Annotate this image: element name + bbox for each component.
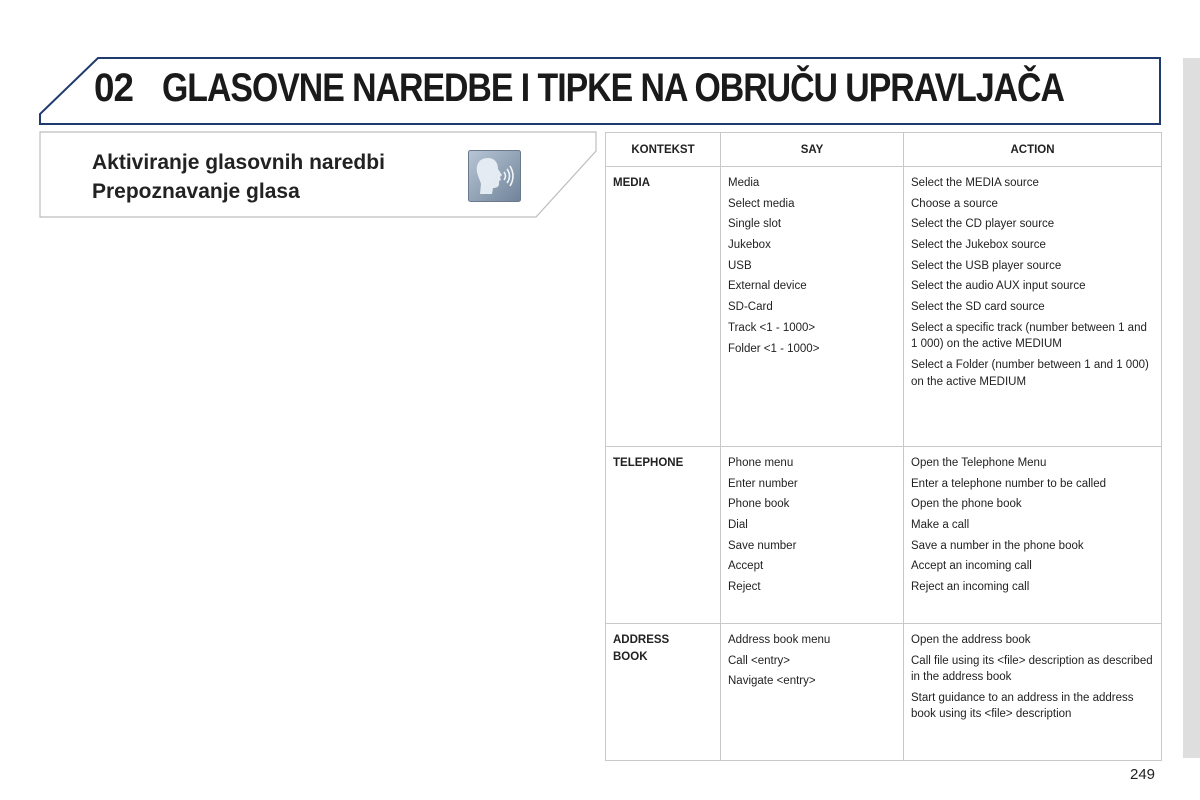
say-item: External device [728, 280, 807, 293]
table-header-row [606, 133, 1162, 167]
say-item: Call <entry> [728, 654, 791, 667]
header-action: ACTION [904, 133, 1162, 167]
action-item: Start guidance to an address in the address book using its <file> description [911, 691, 1134, 721]
table-row-telephone [606, 447, 1162, 624]
say-cell [721, 167, 904, 447]
action-item: Save a number in the phone book [911, 539, 1084, 552]
say-item: Navigate <entry> [728, 675, 816, 688]
say-item: Phone menu [728, 457, 794, 469]
page-number: 249 [1130, 766, 1156, 783]
say-item: Media [728, 177, 760, 189]
say-item: Address book menu [728, 634, 831, 646]
say-item: USB [728, 259, 752, 272]
action-item: Select the SD card source [911, 301, 1045, 314]
action-item: Select the Jukebox source [911, 239, 1046, 252]
table-row-media [606, 167, 1162, 447]
chapter-number: 02 [94, 66, 134, 110]
action-item: Select a Folder (number between 1 and 1 000) on the active MEDIUM [911, 359, 1149, 388]
context-cell [606, 167, 721, 447]
section-title-line-2: Prepoznavanje glasa [92, 180, 300, 203]
action-cell [904, 624, 1162, 761]
say-cell [721, 624, 904, 761]
action-item: Enter a telephone number to be called [911, 477, 1106, 490]
header-kontekst: KONTEKST [606, 133, 721, 167]
say-item: Track <1 - 1000> [728, 321, 816, 334]
say-item: Dial [728, 519, 748, 532]
say-item: SD-Card [728, 301, 773, 314]
action-item: Make a call [911, 519, 970, 532]
action-item: Open the Telephone Menu [911, 457, 1047, 469]
action-item: Select a specific track (number between 1 and 1 000) on the active MEDIUM [911, 321, 1147, 351]
say-item: Select media [728, 197, 795, 210]
action-item: Select the USB player source [911, 259, 1062, 272]
context-label: TELEPHONE [613, 457, 684, 469]
action-item: Select the audio AUX input source [911, 280, 1086, 293]
say-cell [721, 447, 904, 624]
voice-speaking-head-icon [468, 150, 521, 202]
table-row-address-book [606, 624, 1162, 761]
header-say: SAY [721, 133, 904, 167]
say-item: Phone book [728, 498, 790, 511]
action-item: Open the address book [911, 634, 1031, 646]
context-cell [606, 624, 721, 761]
context-label: MEDIA [613, 177, 651, 189]
context-cell [606, 447, 721, 624]
say-item: Reject [728, 581, 761, 594]
action-item: Call file using its <file> description as described in the address book [911, 654, 1153, 684]
section-title [92, 148, 385, 206]
action-cell [904, 447, 1162, 624]
say-item: Enter number [728, 477, 798, 490]
say-item: Accept [728, 560, 764, 573]
say-item: Save number [728, 539, 797, 552]
action-item: Open the phone book [911, 498, 1022, 511]
action-item: Select the CD player source [911, 218, 1055, 231]
action-item: Reject an incoming call [911, 581, 1030, 594]
context-label: ADDRESS BOOK [613, 634, 670, 663]
action-item: Accept an incoming call [911, 560, 1032, 573]
chapter-title: GLASOVNE NAREDBE I TIPKE NA OBRUČU UPRAVLJAČA [162, 66, 1064, 110]
action-item: Choose a source [911, 197, 998, 210]
section-title-line-1: Aktiviranje glasovnih naredbi [92, 151, 385, 174]
say-item: Jukebox [728, 239, 771, 252]
say-item: Folder <1 - 1000> [728, 342, 820, 355]
voice-command-table [605, 132, 1162, 761]
say-item: Single slot [728, 218, 782, 231]
action-item: Select the MEDIA source [911, 177, 1039, 189]
action-cell [904, 167, 1162, 447]
side-tab-bar [1183, 58, 1200, 758]
